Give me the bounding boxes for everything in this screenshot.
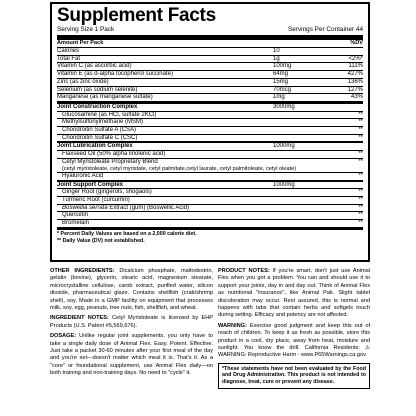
ingredient-row xyxy=(57,205,363,213)
nutrient-name: Selenium (as sodium selenite) xyxy=(57,86,138,93)
ingredient-name: Cetyl Myristoleate Proprietary Blend xyxy=(62,158,158,165)
ingredient-name-rest: Extract (gum) (Boswellic Acid) xyxy=(107,204,190,211)
ingredient-row xyxy=(57,151,363,159)
nutrient-amount: 1mg xyxy=(273,94,285,101)
paragraph-heading: OTHER INGREDIENTS: xyxy=(50,268,115,274)
nutrient-dv: 127% xyxy=(347,86,363,93)
right-text-column xyxy=(218,268,370,389)
complex-name: Joint Lubrication Complex xyxy=(57,143,133,150)
servings-per-container: Servings Per Container 44 xyxy=(288,26,363,33)
nutrient-amount: 10 xyxy=(273,48,280,54)
ingredient-row xyxy=(57,135,363,144)
ingredient-name: Flaxseed Oil (50% alpha linolenic acid) xyxy=(62,151,166,158)
ingredient-row xyxy=(57,173,363,182)
paragraph-text: Exercise good judgment and keep this out of reach of children. To keep it as fresh as possible, store this product in a cool, dry place, away from heat, moisture and sunlight. You know the drill. California Residents: ⚠ WARNING: Reproductive Harm - www.P65Warnings.ca.gov. xyxy=(218,322,370,359)
ingredient-notes-paragraph xyxy=(50,315,213,330)
paragraph-heading: PRODUCT NOTES: xyxy=(218,268,270,274)
ingredient-name: Ginger Root (gingerols, shogaols) xyxy=(62,189,152,196)
ingredient-name: Chondroitin Sulfate A (CSA) xyxy=(62,127,137,134)
ingredient-description xyxy=(57,166,363,173)
ingredient-name: Hyaluronic Acid xyxy=(62,172,104,179)
complex-amount: 1000mg xyxy=(273,143,295,150)
other-ingredients-paragraph xyxy=(50,268,213,312)
ingredient-dv: ** xyxy=(358,119,363,126)
amount-header-row xyxy=(57,40,363,48)
nutrient-row xyxy=(57,48,363,56)
ingredient-row xyxy=(57,119,363,127)
paragraph-text: Cetyl Myristoleate is licensed by EHP Products (U.S. Patent #5,569,676). xyxy=(50,315,213,329)
nutrient-amount: 100mg xyxy=(273,63,292,70)
ingredient-name: Quercetin xyxy=(62,212,89,219)
supplement-facts-panel xyxy=(50,2,370,262)
nutrient-row xyxy=(57,79,363,87)
paragraph-heading: DOSAGE: xyxy=(50,333,77,340)
ingredient-dv: ** xyxy=(358,220,363,227)
ingredient-name: Chondroitin Sulfate C (CSC) xyxy=(62,134,138,141)
nutrient-amount: 15mg xyxy=(273,78,289,85)
nutrient-row xyxy=(57,56,363,64)
nutrient-row xyxy=(57,87,363,95)
complex-name: Joint Support Complex xyxy=(57,181,123,188)
dv-header: %DV xyxy=(350,40,363,46)
ingredient-name-italic: Boswellia serrata xyxy=(62,204,108,211)
ingredient-row xyxy=(57,189,363,197)
product-notes-paragraph xyxy=(218,268,370,320)
ingredient-dv: ** xyxy=(358,212,363,219)
serving-size: Serving Size 1 Pack xyxy=(57,26,115,33)
ingredient-name: Bromelain xyxy=(62,220,90,227)
paragraph-heading: INGREDIENT NOTES: xyxy=(50,315,109,322)
dosage-paragraph xyxy=(50,333,213,377)
nutrient-amount: 1g xyxy=(273,55,280,62)
ingredient-dv: ** xyxy=(358,134,363,141)
footnotes xyxy=(57,227,363,245)
ingredient-row xyxy=(57,212,363,220)
nutrient-dv: 427% xyxy=(347,71,363,78)
complex-header-joint-lubrication xyxy=(57,143,363,151)
footnote: * Percent Daily Values are based on a 2,000 calorie diet. xyxy=(57,230,197,237)
complex-amount: 3000mg xyxy=(273,103,295,110)
ingredient-dv: ** xyxy=(358,172,363,179)
nutrient-name: Calories xyxy=(57,48,80,54)
paragraph-text: Unlike regular joint supplements, you only have to take a single daily dose of Animal Flex. Easy. Potent. Effective. Just take a packet 30-60 minutes after your first meal of the day and you're set—doesn't matter which meal it is. That's it. As a "core" or foundational supplement, use Animal Flex daily—on both training and non-training days. No need to "cycle" it. xyxy=(50,333,213,377)
paragraph-heading: WARNING: xyxy=(218,322,247,329)
nutrient-dv: 43% xyxy=(350,94,363,101)
ingredient-dv: ** xyxy=(358,111,363,118)
ingredient-dv: ** xyxy=(358,204,363,211)
paragraph-text: If you're smart, don't just use Animal Flex when you got a problem. You can and should use it to support your joints, day in and day out. Think of Animal Flex as nutritional "insurance", like Animal Pak. Slight tablet discoloration may occur. Rest assured, this is normal and happens with tabs that contain herbs and softgels touch during setting. Efficacy and potency are not affected. xyxy=(218,268,370,319)
nutrient-dv xyxy=(333,48,363,55)
ingredient-dv: ** xyxy=(358,151,363,158)
fda-disclaimer-box: *These statements have not been evaluated by the Food and Drug Administration. This product is not intended to diagnose, treat, cure or prevent any disease. xyxy=(218,363,370,389)
ingredient-dv: ** xyxy=(358,127,363,134)
nutrient-dv: 111% xyxy=(348,63,363,70)
ingredient-dv: ** xyxy=(358,189,363,196)
nutrient-name: Vitamin E (as d-alpha tocopherol succinate) xyxy=(57,71,173,78)
nutrient-row xyxy=(57,94,363,104)
nutrient-name: Manganese (as manganese sulfate) xyxy=(57,94,153,101)
paragraph-text: Dicalcium phosphate, maltodextrin, gelatin (bovine), glycerin, stearic acid, magnesium stearate, microcrystalline cellulose, carob extract, purified water, silicon dioxide, pharmaceutical glaze. Contains shellfish (crab/shrimp shell), soy. Made in a GMP facility on equipment that processes milk, soy, egg, peanuts, tree nuts, fish, shellfish, and wheat. xyxy=(50,268,213,312)
complex-header-joint-construction xyxy=(57,104,363,112)
left-text-column xyxy=(50,268,213,381)
nutrient-amount: 64mg xyxy=(273,71,289,78)
ingredient-row xyxy=(57,127,363,135)
nutrient-name: Vitamin C (as ascorbic acid) xyxy=(57,63,132,70)
complex-amount: 1000mg xyxy=(273,181,295,188)
ingredient-name: Turmeric Root (curcumin) xyxy=(62,197,130,204)
nutrient-dv: 136% xyxy=(347,78,363,85)
footnote: ** Daily Value (DV) not established. xyxy=(57,237,145,244)
warning-paragraph xyxy=(218,323,370,360)
nutrient-row xyxy=(57,71,363,79)
nutrient-row xyxy=(57,63,363,71)
cetyl-blend-description: (cetyl myristoleate, cetyl myristate, cetyl palmitate,cetyl laurate, cetyl palmitoleate, cetyl oleate) xyxy=(62,165,297,172)
ingredient-dv: ** xyxy=(358,197,363,204)
serving-info xyxy=(57,26,363,40)
ingredient-name: Glucosamine (as HCl, sulfate 2KCl) xyxy=(62,111,157,118)
panel-title: Supplement Facts xyxy=(57,5,216,26)
ingredient-row xyxy=(57,197,363,205)
ingredient-row xyxy=(57,159,363,166)
complex-name: Joint Construction Complex xyxy=(57,103,138,110)
nutrient-dv: <2%* xyxy=(348,55,363,62)
complex-header-joint-support xyxy=(57,182,363,190)
ingredient-dv: ** xyxy=(358,158,363,165)
nutrient-name: Total Fat xyxy=(57,55,81,62)
ingredient-row xyxy=(57,112,363,120)
ingredient-name: Methylsulfonylmethane (MSM) xyxy=(62,119,144,126)
ingredient-name xyxy=(57,205,273,212)
nutrient-amount: 70mcg xyxy=(273,86,292,93)
amount-per-pack-header: Amount Per Pack xyxy=(57,40,104,46)
nutrient-name: Zinc (as zinc oxide) xyxy=(57,78,109,85)
ingredient-row xyxy=(57,220,363,227)
